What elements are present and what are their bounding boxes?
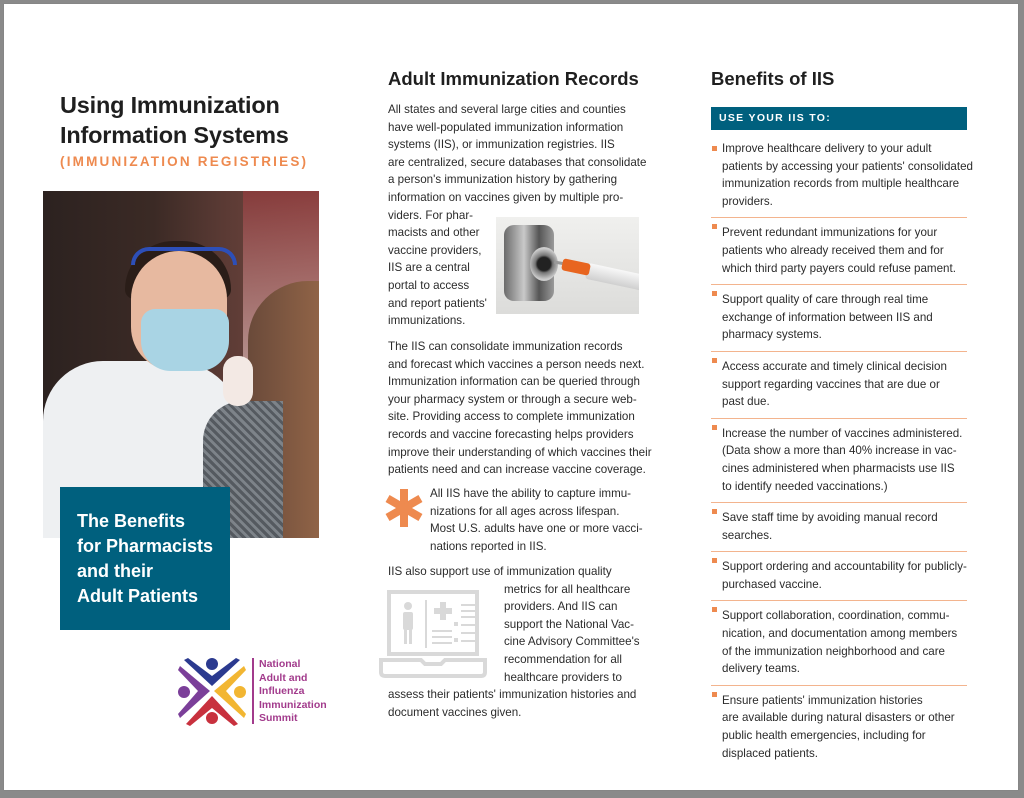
logo-line: National bbox=[259, 658, 301, 670]
list-item: Increase the number of vaccines administered. (Data show a more than 40% increase in vac- cines administered when pharmacists use IIS to identify needed vaccinations.) bbox=[711, 419, 967, 503]
logo-divider bbox=[252, 658, 254, 724]
asterisk-icon bbox=[384, 488, 424, 528]
people-star-logo-icon bbox=[176, 656, 248, 726]
list-item: Save staff time by avoiding manual record searches. bbox=[711, 503, 967, 552]
list-item: Support quality of care through real time exchange of information between IIS and pharmacy systems. bbox=[711, 285, 967, 352]
section-heading-adult-records: Adult Immunization Records bbox=[388, 68, 639, 89]
banner-line: The Benefits bbox=[77, 511, 186, 531]
naiis-logo bbox=[176, 656, 336, 726]
document-page bbox=[4, 4, 1018, 790]
section-heading-benefits: Benefits of IIS bbox=[711, 68, 835, 89]
list-item: Improve healthcare delivery to your adult patients by accessing your patients' consolidated immunization records from multiple healthcare providers. bbox=[711, 140, 967, 218]
paragraph-consolidate-forecast: The IIS can consolidate immunization records and forecast which vaccines a person needs next. Immunization information can be queried through your pharmacy system or through a secure web- site. Providing access to complete immunization records and vaccine forecasting helps providers improve their understanding of which vaccines their patients need and can increase vaccine coverage. bbox=[388, 340, 652, 477]
logo-line: Adult and bbox=[259, 671, 308, 684]
logo-line: Summit bbox=[259, 712, 298, 724]
document-subtitle: (IMMUNIZATION REGISTRIES) bbox=[60, 154, 309, 169]
list-item: Prevent redundant immunizations for your patients who already received them and for which third party payers could refuse pament. bbox=[711, 218, 967, 285]
banner-line: for Pharmacists bbox=[77, 536, 214, 556]
paragraph-quality-metrics: IIS also support use of immunization quality metrics for all healthcare providers. And IIS can support the National Vac- cine Advisory Committee's recommendation for all healthcare providers to assess their patients' immunization histories and document vaccines given. bbox=[388, 565, 640, 719]
laptop-health-record-icon bbox=[377, 588, 489, 680]
title-line: Using Immunization bbox=[60, 92, 280, 118]
list-item: Access accurate and timely clinical decision support regarding vaccines that are due or past due. bbox=[711, 352, 967, 419]
callout-all-ages: All IIS have the ability to capture immu- nizations for all ages across lifespan. Most U.S. adults have one or more vacci- nations reported in IIS. bbox=[430, 487, 643, 553]
benefits-list bbox=[711, 140, 973, 769]
logo-line: Influenza bbox=[259, 685, 305, 697]
title-line: Information Systems bbox=[60, 122, 289, 148]
banner-line: Adult Patients bbox=[77, 586, 199, 606]
pharmacist-photo bbox=[43, 191, 319, 538]
list-item: Ensure patients' immunization histories are available during natural disasters or other public health emergencies, including for displaced patients. bbox=[711, 686, 967, 769]
use-your-iis-bar: USE YOUR IIS TO: bbox=[711, 107, 967, 130]
logo-text bbox=[259, 658, 327, 726]
banner-line: and their bbox=[77, 561, 154, 581]
vaccine-vial-photo bbox=[496, 217, 639, 314]
benefits-banner bbox=[60, 487, 230, 630]
logo-line: Immunization bbox=[259, 698, 327, 711]
list-item: Support collaboration, coordination, commu- nication, and documentation among members of the immunization neighborhood and care delivery teams. bbox=[711, 601, 967, 685]
paragraph-iis-intro: All states and several large cities and counties have well-populated immunization information systems (IIS), or immunization registries. IIS are centralized, secure databases that consolidate a person's immunization history by gathering information on vaccines given by multiple pro- viders. For phar- macists and other vaccine providers, IIS are a central portal to access and report patients' immunizations. bbox=[388, 103, 647, 328]
list-item: Support ordering and accountability for publicly- purchased vaccine. bbox=[711, 552, 967, 601]
document-title bbox=[60, 90, 350, 150]
